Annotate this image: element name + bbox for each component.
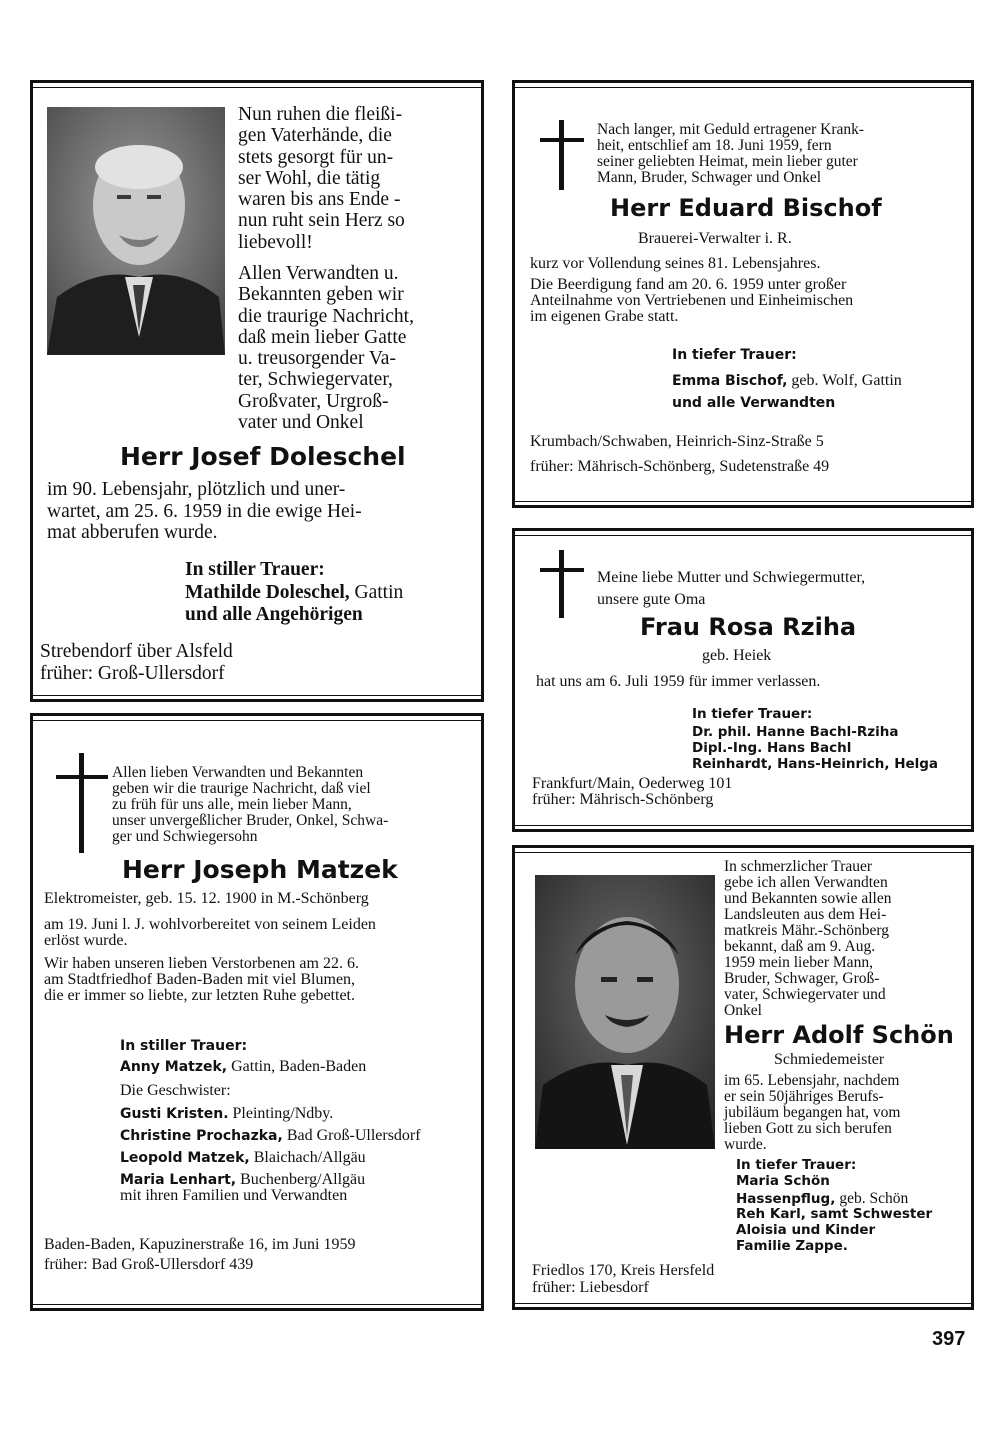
cross-icon <box>540 550 584 618</box>
mourning-label: In tiefer Trauer: <box>692 706 813 722</box>
mourner-list: Dr. phil. Hanne Bachl-Rziha Dipl.-Ing. Hans Bachl Reinhardt, Hans-Heinrich, Helga <box>692 724 939 772</box>
notice-bischof <box>512 80 974 508</box>
page-number: 397 <box>932 1328 966 1350</box>
body-text-2: Wir haben unseren lieben Verstorbenen am 22. 6. am Stadtfriedhof Baden-Baden mit viel Blumen, die er immer so liebte, zur letzten Ruhe gebettet. <box>44 955 359 1004</box>
deceased-title: Schmiedemeister <box>774 1051 885 1068</box>
mourner-line-5: Maria Lenhart, Buchenberg/Allgäu <box>120 1171 366 1188</box>
intro-text: Allen lieben Verwandten und Bekannten geben wir die traurige Nachricht, daß viel zu früh für uns alle, mein lieber Mann, unser unvergeßlicher Bruder, Onkel, Schwa- ger und Schwiegersohn <box>112 764 389 845</box>
mourner-line-6: mit ihren Familien und Verwandten <box>120 1187 348 1204</box>
intro-text: In schmerzlicher Trauer gebe ich allen Verwandten und Bekannten sowie allen Landsleuten aus dem Hei- matkreis Mähr.-Schönberg bekannt, daß am 9. Aug. 1959 mein lieber Mann, Bruder, Schwager, Groß- vater, Schwiegervater und Onkel <box>724 858 892 1019</box>
notice-matzek <box>30 713 484 1311</box>
deceased-name: Herr Adolf Schön <box>724 1021 954 1049</box>
mourner-line-1: Maria Schön <box>736 1173 830 1189</box>
address-line-1: Krumbach/Schwaben, Heinrich-Sinz-Straße 5 <box>530 433 824 450</box>
mourner-line-1: Mathilde Doleschel, Gattin <box>185 582 404 603</box>
mourner-line-1: Anny Matzek, Gattin, Baden-Baden <box>120 1058 367 1075</box>
mourner-line-3: Christine Prochazka, Bad Groß-Ullersdorf <box>120 1127 421 1144</box>
body-text: im 65. Lebensjahr, nachdem er sein 50jähriges Berufs- jubiläum begangen hat, vom lieben Gott zu sich berufen wurde. <box>724 1072 901 1153</box>
cross-icon <box>56 753 108 853</box>
body-text-1: am 19. Juni l. J. wohlvorbereitet von seinem Leiden erlöst wurde. <box>44 916 376 949</box>
cross-icon <box>540 120 584 190</box>
body-text: im 90. Lebensjahr, plötzlich und uner- wartet, am 25. 6. 1959 in die ewige Hei- mat abberufen wurde. <box>47 479 362 543</box>
mourning-label: In stiller Trauer: <box>120 1038 248 1054</box>
notice-rziha <box>512 528 974 832</box>
address-line-2: früher: Bad Groß-Ullersdorf 439 <box>44 1256 254 1273</box>
portrait-photo-schoen <box>535 875 715 1149</box>
mourner-line-1: Emma Bischof, geb. Wolf, Gattin <box>672 372 902 389</box>
intro-text: Nach langer, mit Geduld ertragener Krank- heit, entschlief am 18. Juni 1959, fern seiner geliebten Heimat, mein lieber guter Mann, Bruder, Schwager und Onkel <box>597 121 865 186</box>
body-text-1: kurz vor Vollendung seines 81. Lebensjahres. <box>530 255 821 272</box>
mourner-line-4: Aloisia und Kinder <box>736 1222 876 1238</box>
mourning-label: In stiller Trauer: <box>185 559 325 580</box>
mourner-line-2: Gusti Kristen. Pleinting/Ndby. <box>120 1105 334 1122</box>
notice-schoen <box>512 845 974 1310</box>
occupation-text: Elektromeister, geb. 15. 12. 1900 in M.-Schönberg <box>44 890 369 907</box>
notice-doleschel <box>30 80 484 702</box>
deceased-name: Herr Josef Doleschel <box>120 442 406 471</box>
address-line-1: Baden-Baden, Kapuzinerstraße 16, im Juni 1959 <box>44 1236 356 1253</box>
mourner-line-4: Leopold Matzek, Blaichach/Allgäu <box>120 1149 366 1166</box>
deceased-name: Herr Eduard Bischof <box>610 194 882 222</box>
mourner-line-2: Hassenpflug, geb. Schön <box>736 1190 909 1207</box>
portrait-photo-doleschel <box>47 107 225 355</box>
poem-text: Nun ruhen die fleißi- gen Vaterhände, die stets gesorgt für un- ser Wohl, die tätig waren bis ans Ende - nun ruht sein Herz so liebevoll! <box>238 104 405 253</box>
address-text: Strebendorf über Alsfeld früher: Groß-Ullersdorf <box>40 641 233 684</box>
address-text: Friedlos 170, Kreis Hersfeld früher: Liebesdorf <box>532 1262 715 1296</box>
intro-text: Meine liebe Mutter und Schwiegermutter, unsere gute Oma <box>597 569 866 608</box>
siblings-label: Die Geschwister: <box>120 1082 231 1099</box>
body-text-2: Die Beerdigung fand am 20. 6. 1959 unter großer Anteilnahme von Vertriebenen und Einheimischen im eigenen Grabe statt. <box>530 276 854 325</box>
address-line-2: früher: Mährisch-Schönberg, Sudetenstraße 49 <box>530 458 830 475</box>
deceased-name: Frau Rosa Rziha <box>640 613 857 641</box>
mourning-label: In tiefer Trauer: <box>736 1157 857 1173</box>
deceased-title: Brauerei-Verwalter i. R. <box>638 230 792 247</box>
mourner-line-2: und alle Verwandten <box>672 395 836 411</box>
deceased-name: Herr Joseph Matzek <box>122 855 398 884</box>
intro-text: Allen Verwandten u. Bekannten geben wir die traurige Nachricht, daß mein lieber Gatte u. treusorgender Va- ter, Schwiegervater, Großvater, Urgroß- vater und Onkel <box>238 263 414 434</box>
birth-name: geb. Heiek <box>702 647 772 664</box>
address-text: Frankfurt/Main, Oederweg 101 früher: Mährisch-Schönberg <box>532 775 733 808</box>
mourning-label: In tiefer Trauer: <box>672 347 797 363</box>
mourner-line-5: Familie Zappe. <box>736 1238 848 1254</box>
body-text: hat uns am 6. Juli 1959 für immer verlassen. <box>536 673 821 690</box>
mourner-line-3: Reh Karl, samt Schwester <box>736 1206 933 1222</box>
mourner-line-2: und alle Angehörigen <box>185 604 363 625</box>
